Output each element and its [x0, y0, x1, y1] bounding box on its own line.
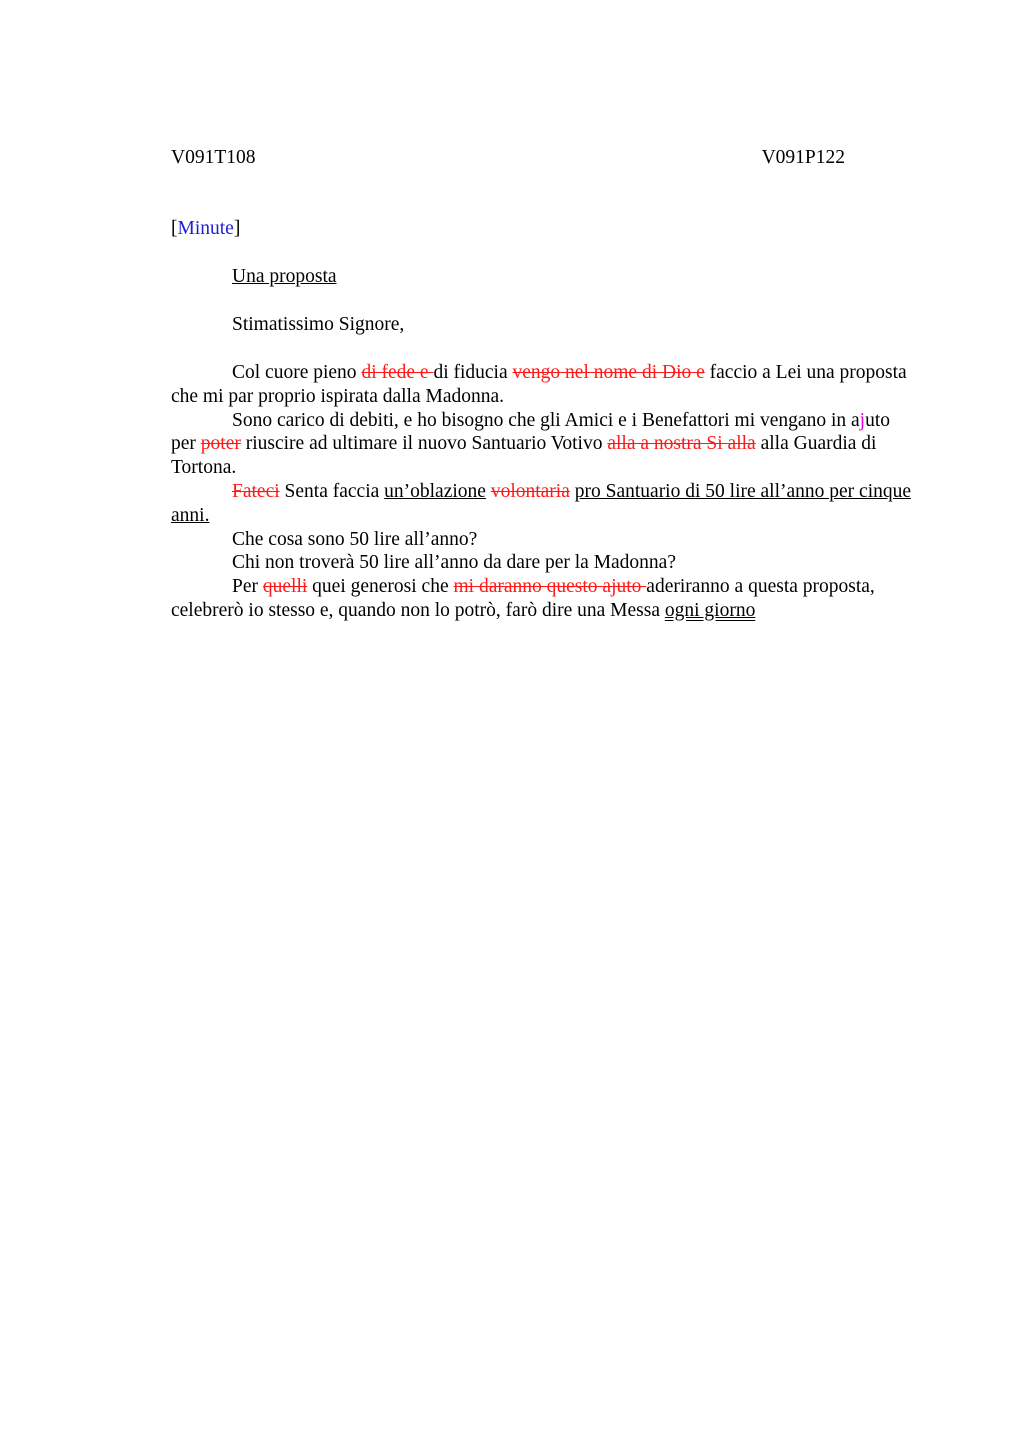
- text-segment: faccio a Lei una proposta che mi par proprio ispirata dalla Madonna.: [171, 362, 907, 407]
- header-row: [171, 146, 845, 170]
- deleted-text: di fede e: [361, 362, 434, 383]
- underlined-text: un’oblazione: [384, 480, 486, 502]
- text-segment: Senta faccia: [279, 480, 385, 502]
- minute-close-bracket: ]: [233, 218, 241, 239]
- deleted-text: quelli: [262, 576, 308, 598]
- deleted-text: vengo nel nome di Dio e: [512, 362, 705, 383]
- deleted-text: volontaria: [490, 480, 570, 502]
- underlined-text: pro Santuario di 50 lire all’anno per cinque anni.: [171, 480, 912, 526]
- text-segment: aderiranno a questa proposta, celebrerò io stesso e, quando non lo potrò, farò dire una Messa: [171, 576, 875, 621]
- deleted-text: mi daranno questo ajuto: [453, 576, 647, 598]
- letter-body: [171, 361, 915, 623]
- text-segment: uto per: [171, 409, 890, 455]
- letter-salutation: Stimatissimo Signore,: [232, 314, 405, 335]
- double-underlined-text: ogni giorno: [664, 599, 756, 621]
- text-segment: Per: [232, 576, 263, 598]
- text-segment: alla Guardia di Tortona.: [171, 433, 877, 479]
- deleted-text: alla a nostra Si alla: [607, 433, 756, 455]
- minute-label-line: [171, 217, 240, 241]
- paragraph-5: Chi non troverà 50 lire all’anno da dare per la Madonna?: [232, 552, 676, 574]
- inserted-letter: j: [859, 409, 866, 431]
- letter-title: Una proposta: [232, 266, 337, 287]
- text-segment: quei generosi che: [307, 576, 454, 598]
- text-segment: riuscire ad ultimare il nuovo Santuario Votivo: [240, 433, 608, 455]
- deleted-text: Fateci: [232, 480, 280, 502]
- minute-label: Minute: [177, 218, 234, 239]
- text-segment: di fiducia: [433, 362, 513, 383]
- deleted-text: poter: [200, 433, 241, 455]
- document-code-left: V091T108: [171, 147, 256, 168]
- paragraph-2: [171, 409, 915, 480]
- text-segment: Sono carico di debiti, e ho bisogno che gli Amici e i Benefattori mi vengano in a: [232, 409, 860, 431]
- paragraph-4: Che cosa sono 50 lire all’anno?: [232, 528, 478, 550]
- paragraph-3: [171, 480, 915, 528]
- minute-open-bracket: [: [171, 218, 178, 239]
- paragraph-1: [171, 361, 915, 409]
- paragraph-6: [171, 575, 915, 623]
- document-code-right: V091P122: [761, 147, 845, 168]
- text-segment: Col cuore pieno: [232, 362, 362, 383]
